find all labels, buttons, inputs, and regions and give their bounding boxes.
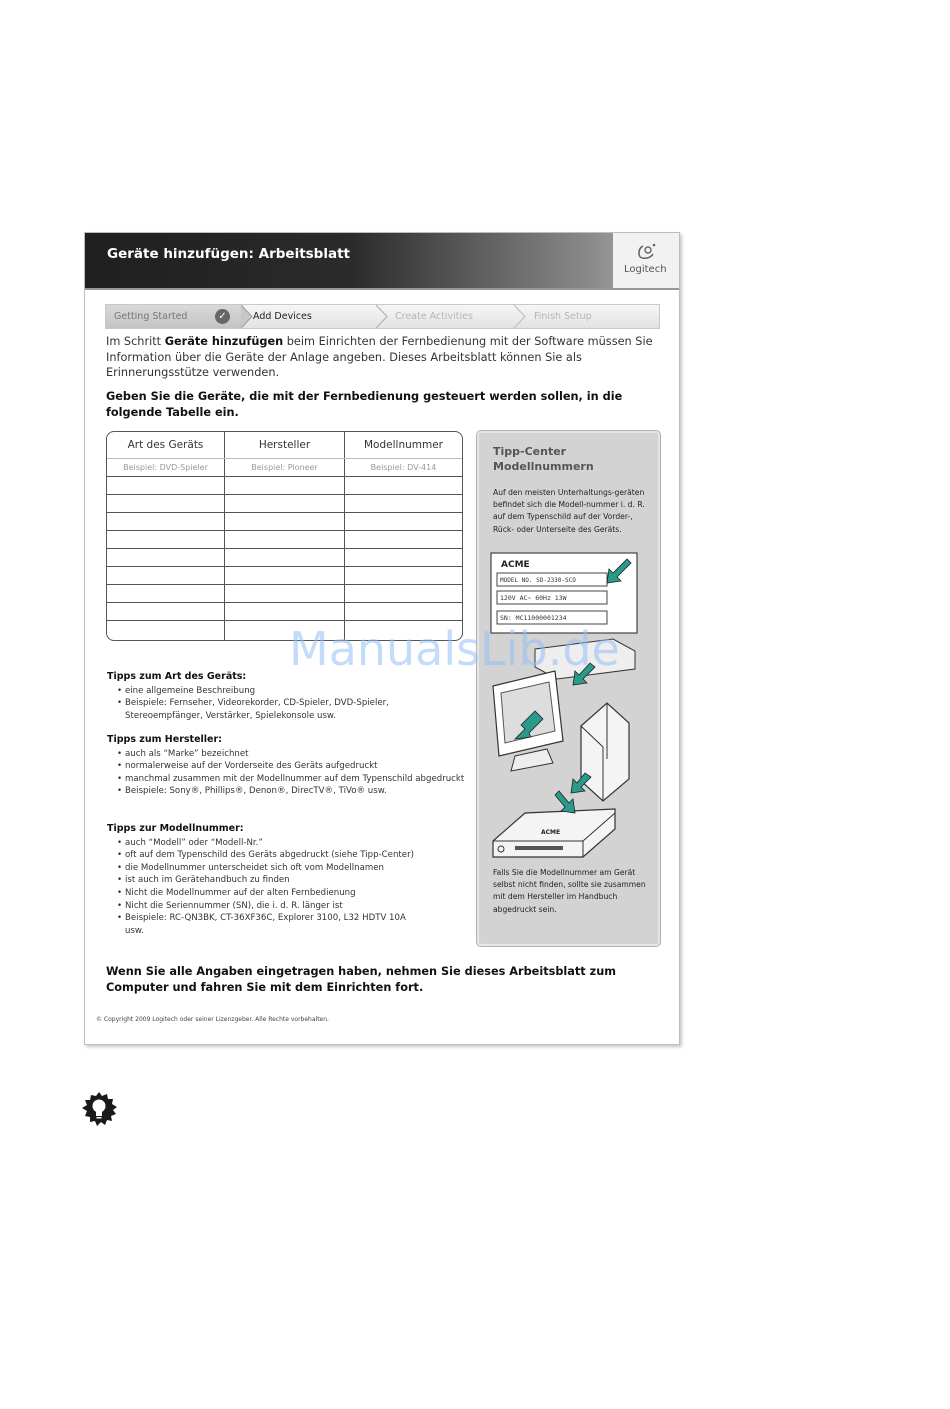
closing-text: Wenn Sie alle Angaben eingetragen haben, nehmen Sie dieses Arbeitsblatt zum Computer und fahren Sie mit dem Einrichten fort.: [106, 965, 617, 994]
header-divider: [85, 288, 679, 290]
worksheet-header: [85, 233, 679, 288]
logo-text: Logitech: [624, 264, 667, 275]
arrow-icon: [555, 791, 575, 813]
row-divider: [107, 530, 462, 531]
step-label: Create Activities: [395, 311, 473, 322]
row-divider: [107, 584, 462, 585]
label-model-text: MODEL NO. SD-2330-SCO: [500, 577, 576, 584]
tip-item: • Beispiele: RC-QN3BK, CT-36XF36C, Explorer 3100, L32 HDTV 10A usw.: [125, 912, 425, 937]
tip-item: • Nicht die Seriennummer (SN), die i. d. R. länger ist: [125, 900, 425, 913]
setup-steps-bar: [105, 304, 660, 329]
row-divider: [107, 458, 462, 459]
tips-title: Tipps zum Art des Geräts:: [107, 671, 247, 682]
worksheet-title: Geräte hinzufügen: Arbeitsblatt: [107, 246, 350, 262]
tips-title: Tipps zum Hersteller:: [107, 734, 222, 745]
intro-bold-text: Geräte hinzufügen: [164, 335, 284, 348]
copyright-text: © Copyright 2009 Logitech oder seiner Lizenzgeber. Alle Rechte vorbehalten.: [96, 1016, 329, 1023]
tip-center-title: [493, 445, 594, 474]
device-brand-text: ACME: [541, 829, 561, 836]
tip-item: • normalerweise auf der Vorderseite des Geräts aufgedruckt: [125, 760, 465, 773]
tip-item: • auch “Modell” oder “Modell-Nr.”: [125, 837, 425, 850]
step-add-devices: [249, 305, 383, 328]
device-table: [106, 431, 463, 641]
logitech-logo: [613, 233, 679, 288]
tip-item: • Beispiele: Fernseher, Videorekorder, CD-Spieler, DVD-Spieler, Stereoempfänger, Verstärker, Spielekonsole usw.: [125, 697, 425, 722]
row-divider: [107, 566, 462, 567]
step-label: Finish Setup: [534, 311, 592, 322]
tip-item: • auch als “Marke” bezeichnet: [125, 748, 465, 761]
tip-center-title-line: Modellnummern: [493, 459, 594, 473]
row-divider: [107, 620, 462, 621]
tip-item: • ist auch im Gerätehandbuch zu finden: [125, 874, 425, 887]
tips-device-type: [107, 671, 425, 722]
example-cell: Beispiel: DVD-Spieler: [123, 463, 208, 472]
tip-center-footer: Falls Sie die Modellnummer am Gerät selbst nicht finden, sollte sie zusammen mit dem Hersteller im Handbuch abgedruckt sein.: [493, 868, 646, 914]
step-label: Getting Started: [114, 311, 188, 322]
step-finish-setup: [534, 305, 592, 328]
intro-text: beim Einrichten der Fernbedienung mit der Software müssen Sie Information über die Geräte der Anlage angeben. Dieses Arbeitsblatt können Sie als Erinnerungsstütze verwenden.: [106, 335, 653, 379]
instruction-text: Geben Sie die Geräte, die mit der Fernbedienung gesteuert werden sollen, in die folgende Tabelle ein.: [106, 390, 623, 419]
label-sn-text: SN: MC11000001234: [500, 614, 567, 622]
worksheet-page: [84, 232, 680, 1045]
column-divider: [344, 432, 345, 640]
watermark-text: ManualsLib.de: [289, 622, 620, 676]
step-getting-started: [106, 305, 241, 328]
tip-item: • eine allgemeine Beschreibung: [125, 685, 425, 698]
intro-paragraph: [106, 334, 661, 381]
device-label-illustration: [485, 551, 653, 861]
tip-item: • die Modellnummer unterscheidet sich oft vom Modellnamen: [125, 862, 425, 875]
chevron-right-icon: [514, 305, 526, 328]
tip-item: • oft auf dem Typenschild des Geräts abgedruckt (siehe Tipp-Center): [125, 849, 425, 862]
column-header: Modellnummer: [364, 439, 443, 451]
tips-model-number: [107, 823, 425, 937]
column-header: Hersteller: [258, 439, 311, 451]
row-divider: [107, 548, 462, 549]
row-divider: [107, 602, 462, 603]
intro-text: Im Schritt: [106, 335, 165, 348]
logitech-logo-icon: [637, 242, 657, 260]
tip-item: • Nicht die Modellnummer auf der alten Fernbedienung: [125, 887, 425, 900]
example-cell: Beispiel: Pioneer: [251, 463, 318, 472]
label-power-text: 120V AC~ 60Hz 13W: [500, 594, 567, 602]
chevron-right-icon: [376, 305, 388, 328]
step-create-activities: [395, 305, 473, 328]
step-label: Add Devices: [253, 311, 312, 322]
example-cell: Beispiel: DV-414: [370, 463, 437, 472]
row-divider: [107, 512, 462, 513]
label-brand-text: ACME: [501, 560, 530, 570]
check-icon: ✓: [215, 309, 230, 324]
lightbulb-icon: [80, 1091, 118, 1127]
tip-center-panel: [477, 431, 660, 946]
tip-center-title-line: Tipp-Center: [493, 445, 567, 458]
tip-item: • manchmal zusammen mit der Modellnummer auf dem Typenschild abgedruckt: [125, 773, 465, 786]
tip-center-text: Auf den meisten Unterhaltungs-geräten befindet sich die Modell-nummer i. d. R. auf dem Typenschild auf der Vorder-, Rück- oder Unterseite des Geräts.: [493, 488, 645, 534]
tip-item: • Beispiele: Sony®, Phillips®, Denon®, DirecTV®, TiVo® usw.: [125, 785, 465, 798]
row-divider: [107, 494, 462, 495]
tips-manufacturer: [107, 734, 465, 798]
tips-title: Tipps zur Modellnummer:: [107, 823, 244, 834]
column-divider: [224, 432, 225, 640]
column-header: Art des Geräts: [127, 439, 204, 451]
row-divider: [107, 476, 462, 477]
